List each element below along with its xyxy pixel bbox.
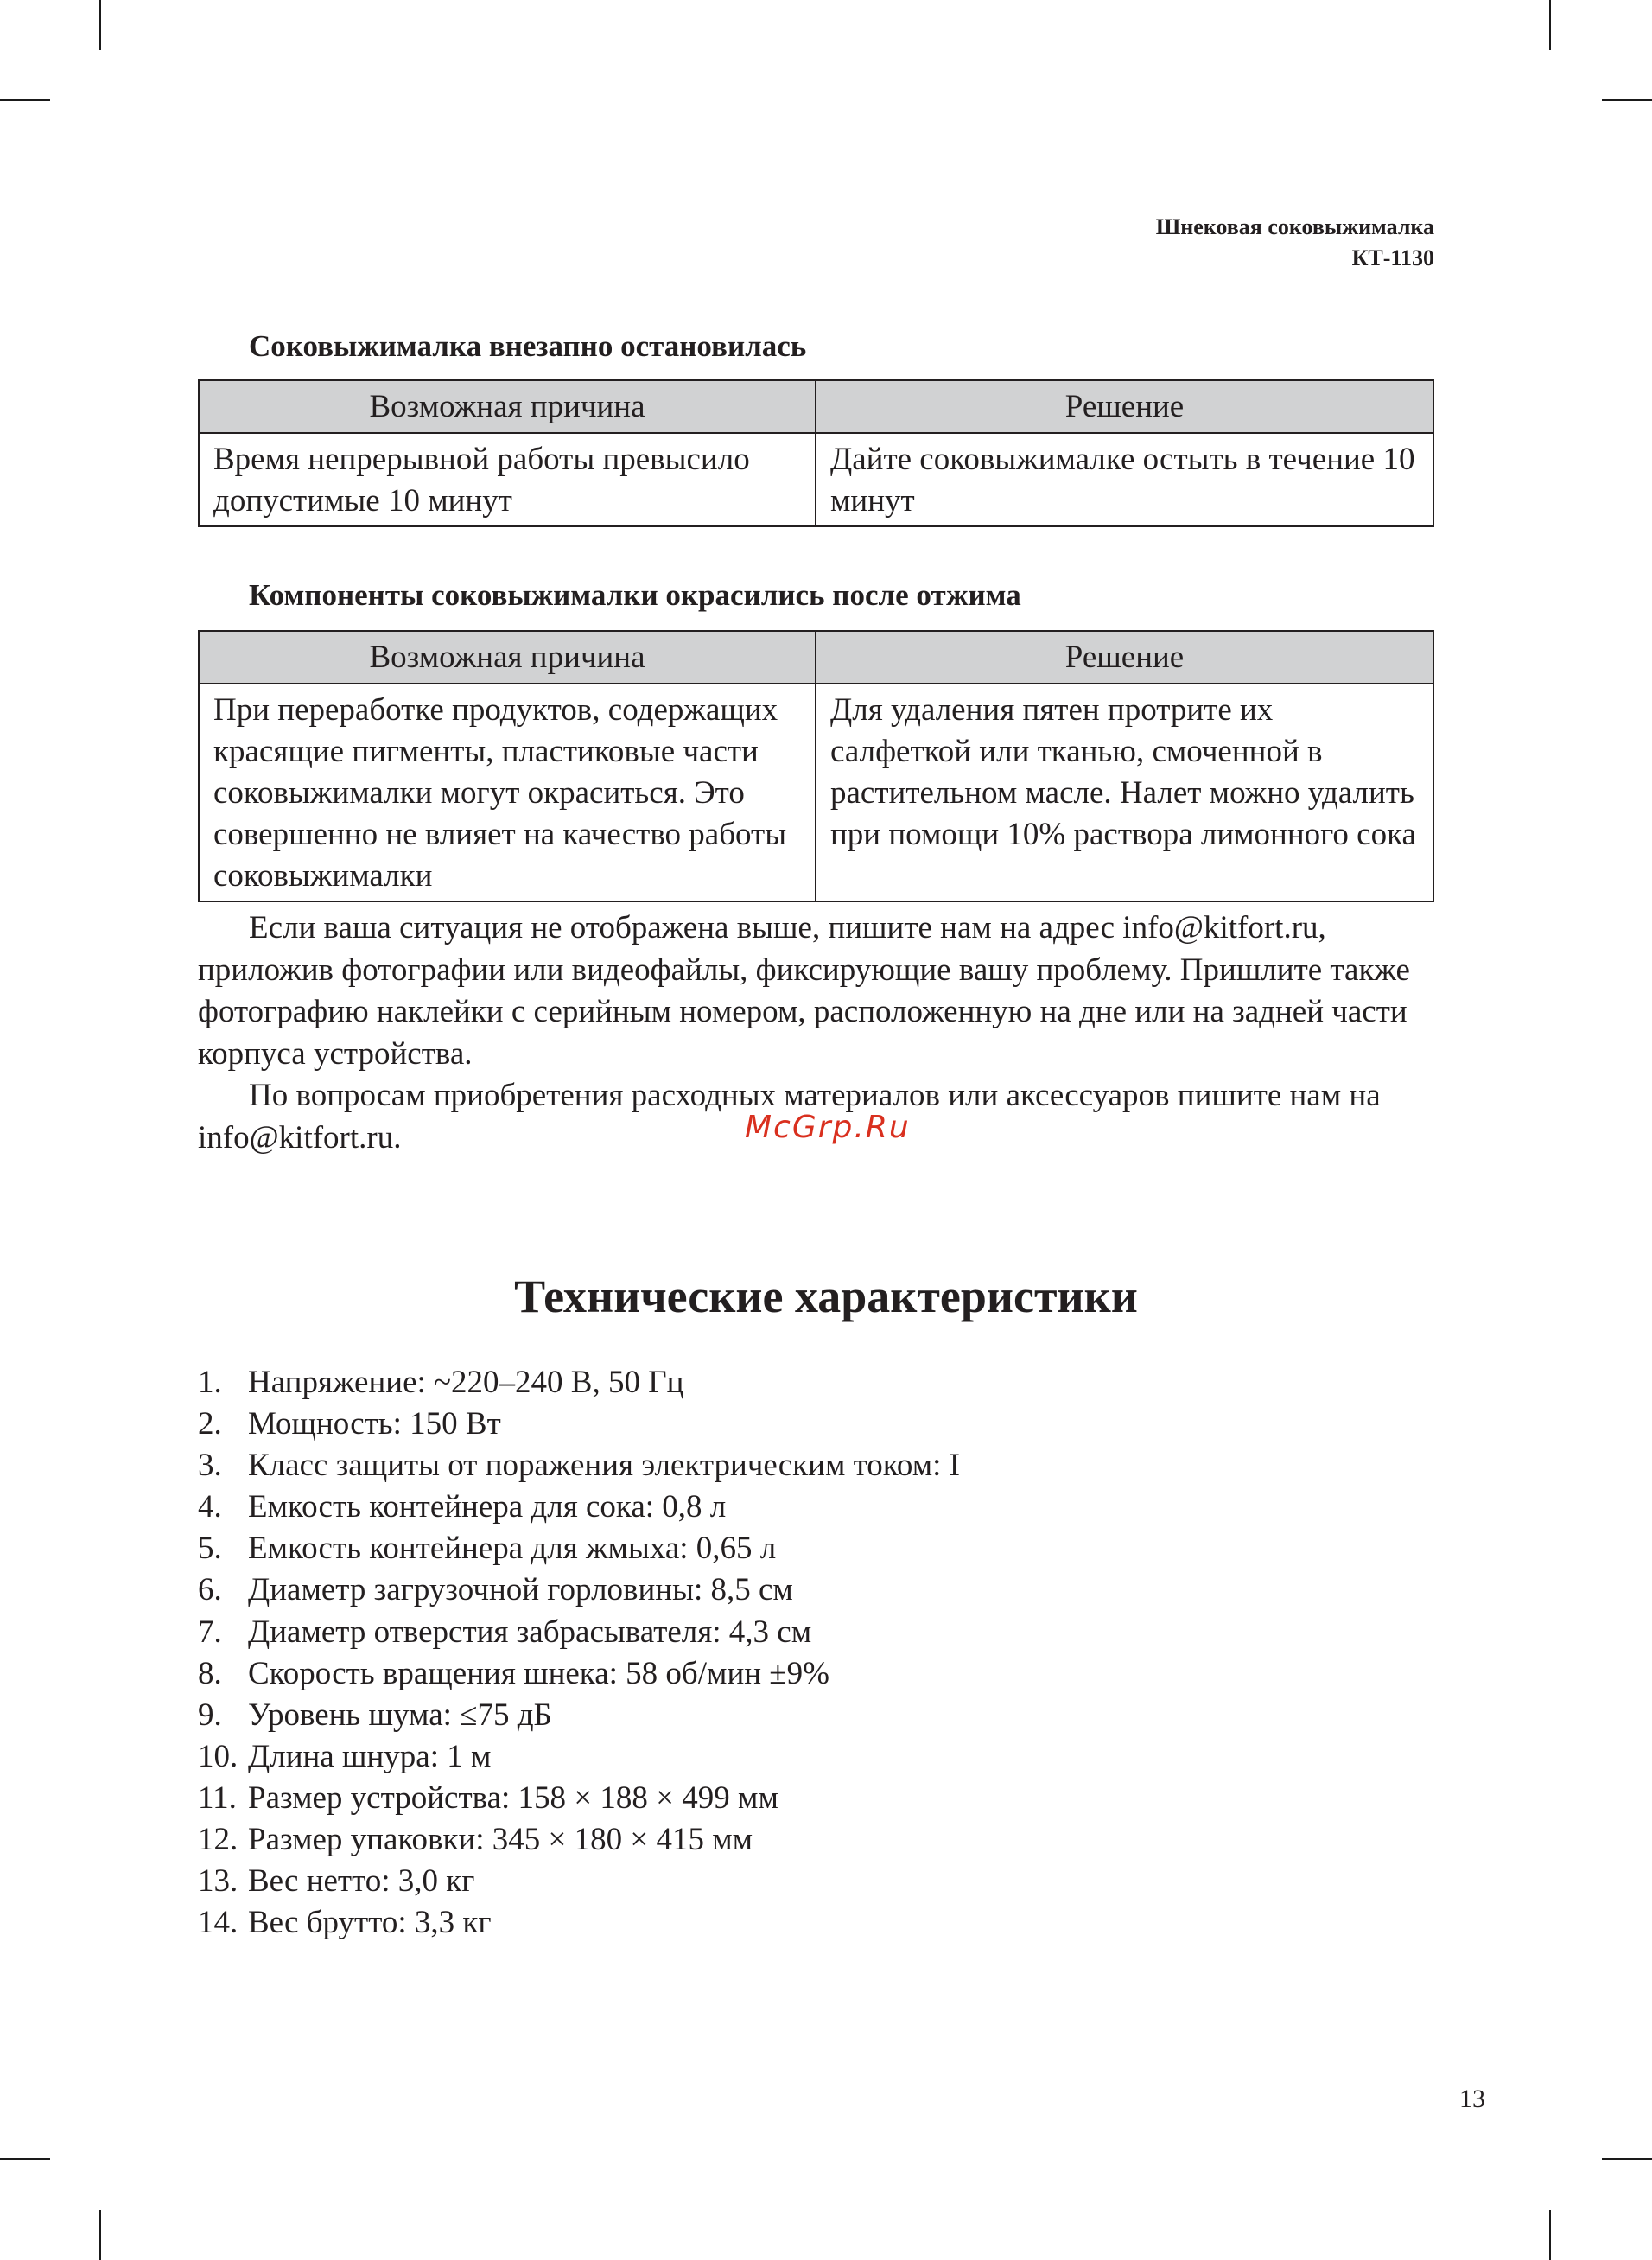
spec-item xyxy=(198,1528,960,1569)
spec-text: Размер упаковки: 345 × 180 × 415 мм xyxy=(248,1822,753,1858)
crop-mark xyxy=(99,2210,101,2260)
crop-mark xyxy=(1549,0,1551,50)
crop-mark xyxy=(1602,2158,1652,2160)
header-product-name: Шнековая соковыжималка xyxy=(1155,214,1434,239)
spec-item xyxy=(198,1819,960,1861)
spec-text: Размер устройства: 158 × 188 × 499 мм xyxy=(248,1779,778,1816)
contact-paragraph: Если ваша ситуация не отображена выше, пишите нам на адрес info@kitfort.ru, приложив фотографии или видеофайлы, фиксирующие вашу проблему. Пришлите также фотографию наклейки с серийным номером, расположенную на дне или на задней части корпуса устройства. xyxy=(198,910,1410,1072)
spec-number: 11. xyxy=(198,1779,237,1816)
spec-number: 8. xyxy=(198,1655,222,1691)
spec-text: Класс защиты от поражения электрическим током: I xyxy=(248,1448,960,1484)
spec-number: 2. xyxy=(198,1406,222,1442)
spec-text: Вес нетто: 3,0 кг xyxy=(248,1863,475,1900)
crop-mark xyxy=(1549,2210,1551,2260)
accessories-paragraph: По вопросам приобретения расходных материалов или аксессуаров пишите нам на info@kitfort.ru. xyxy=(198,1078,1381,1155)
spec-item xyxy=(198,1487,960,1528)
col-header-cause: Возможная причина xyxy=(199,631,816,684)
spec-item xyxy=(198,1902,960,1944)
specs-title: Технические характеристики xyxy=(514,1270,1138,1322)
watermark: McGrp.Ru xyxy=(745,1110,911,1145)
troubleshooting-table-2 xyxy=(198,630,1434,902)
spec-text: Напряжение: ~220–240 В, 50 Гц xyxy=(248,1365,684,1400)
spec-item xyxy=(198,1653,960,1695)
spec-text: Скорость вращения шнека: 58 об/мин ±9% xyxy=(248,1655,829,1691)
spec-item xyxy=(198,1569,960,1611)
spec-text: Вес брутто: 3,3 кг xyxy=(248,1905,492,1941)
page-number: 13 xyxy=(1459,2085,1485,2113)
spec-number: 5. xyxy=(198,1531,222,1567)
spec-text: Емкость контейнера для сока: 0,8 л xyxy=(248,1489,727,1525)
section1-title: Соковыжималка внезапно остановилась xyxy=(249,329,807,363)
spec-item xyxy=(198,1362,960,1404)
running-header xyxy=(1156,212,1434,274)
spec-number: 9. xyxy=(198,1697,222,1733)
spec-item xyxy=(198,1736,960,1778)
crop-mark xyxy=(0,99,50,101)
spec-number: 4. xyxy=(198,1489,222,1525)
spec-text: Мощность: 150 Вт xyxy=(248,1406,501,1442)
section2-title: Компоненты соковыжималки окрасились после отжима xyxy=(249,578,1021,612)
cause-cell: При переработке продуктов, содержащих красящие пигменты, пластиковые части соковыжималки могут окраситься. Это совершенно не влияет на качество работы соковыжималки xyxy=(199,684,816,901)
col-header-cause: Возможная причина xyxy=(199,380,816,433)
spec-item xyxy=(198,1861,960,1902)
cause-cell: Время непрерывной работы превысило допустимые 10 минут xyxy=(199,433,816,526)
spec-number: 6. xyxy=(198,1572,222,1608)
spec-number: 3. xyxy=(198,1448,222,1484)
specs-list xyxy=(198,1362,960,1944)
crop-mark xyxy=(0,2158,50,2160)
header-model: КТ-1130 xyxy=(1351,245,1434,271)
spec-text: Емкость контейнера для жмыха: 0,65 л xyxy=(248,1531,777,1567)
col-header-solution: Решение xyxy=(816,380,1433,433)
troubleshooting-table-1 xyxy=(198,379,1434,527)
spec-item xyxy=(198,1612,960,1653)
crop-mark xyxy=(99,0,101,50)
solution-cell: Дайте соковыжималке остыть в течение 10 минут xyxy=(816,433,1433,526)
solution-cell: Для удаления пятен протрите их салфеткой или тканью, смоченной в растительном масле. Налет можно удалить при помощи 10% раствора лимонного сока xyxy=(816,684,1433,901)
spec-item xyxy=(198,1445,960,1487)
col-header-solution: Решение xyxy=(816,631,1433,684)
spec-text: Уровень шума: ≤75 дБ xyxy=(248,1697,552,1733)
crop-mark xyxy=(1602,99,1652,101)
spec-number: 13. xyxy=(198,1863,238,1900)
spec-item xyxy=(198,1404,960,1445)
spec-number: 10. xyxy=(198,1738,238,1774)
spec-number: 7. xyxy=(198,1614,222,1650)
spec-number: 12. xyxy=(198,1822,238,1858)
spec-text: Диаметр отверстия забрасывателя: 4,3 см xyxy=(248,1614,812,1650)
spec-item xyxy=(198,1695,960,1736)
spec-number: 14. xyxy=(198,1905,238,1941)
spec-number: 1. xyxy=(198,1365,222,1400)
spec-text: Длина шнура: 1 м xyxy=(248,1738,492,1774)
spec-item xyxy=(198,1778,960,1819)
spec-text: Диаметр загрузочной горловины: 8,5 см xyxy=(248,1572,793,1608)
